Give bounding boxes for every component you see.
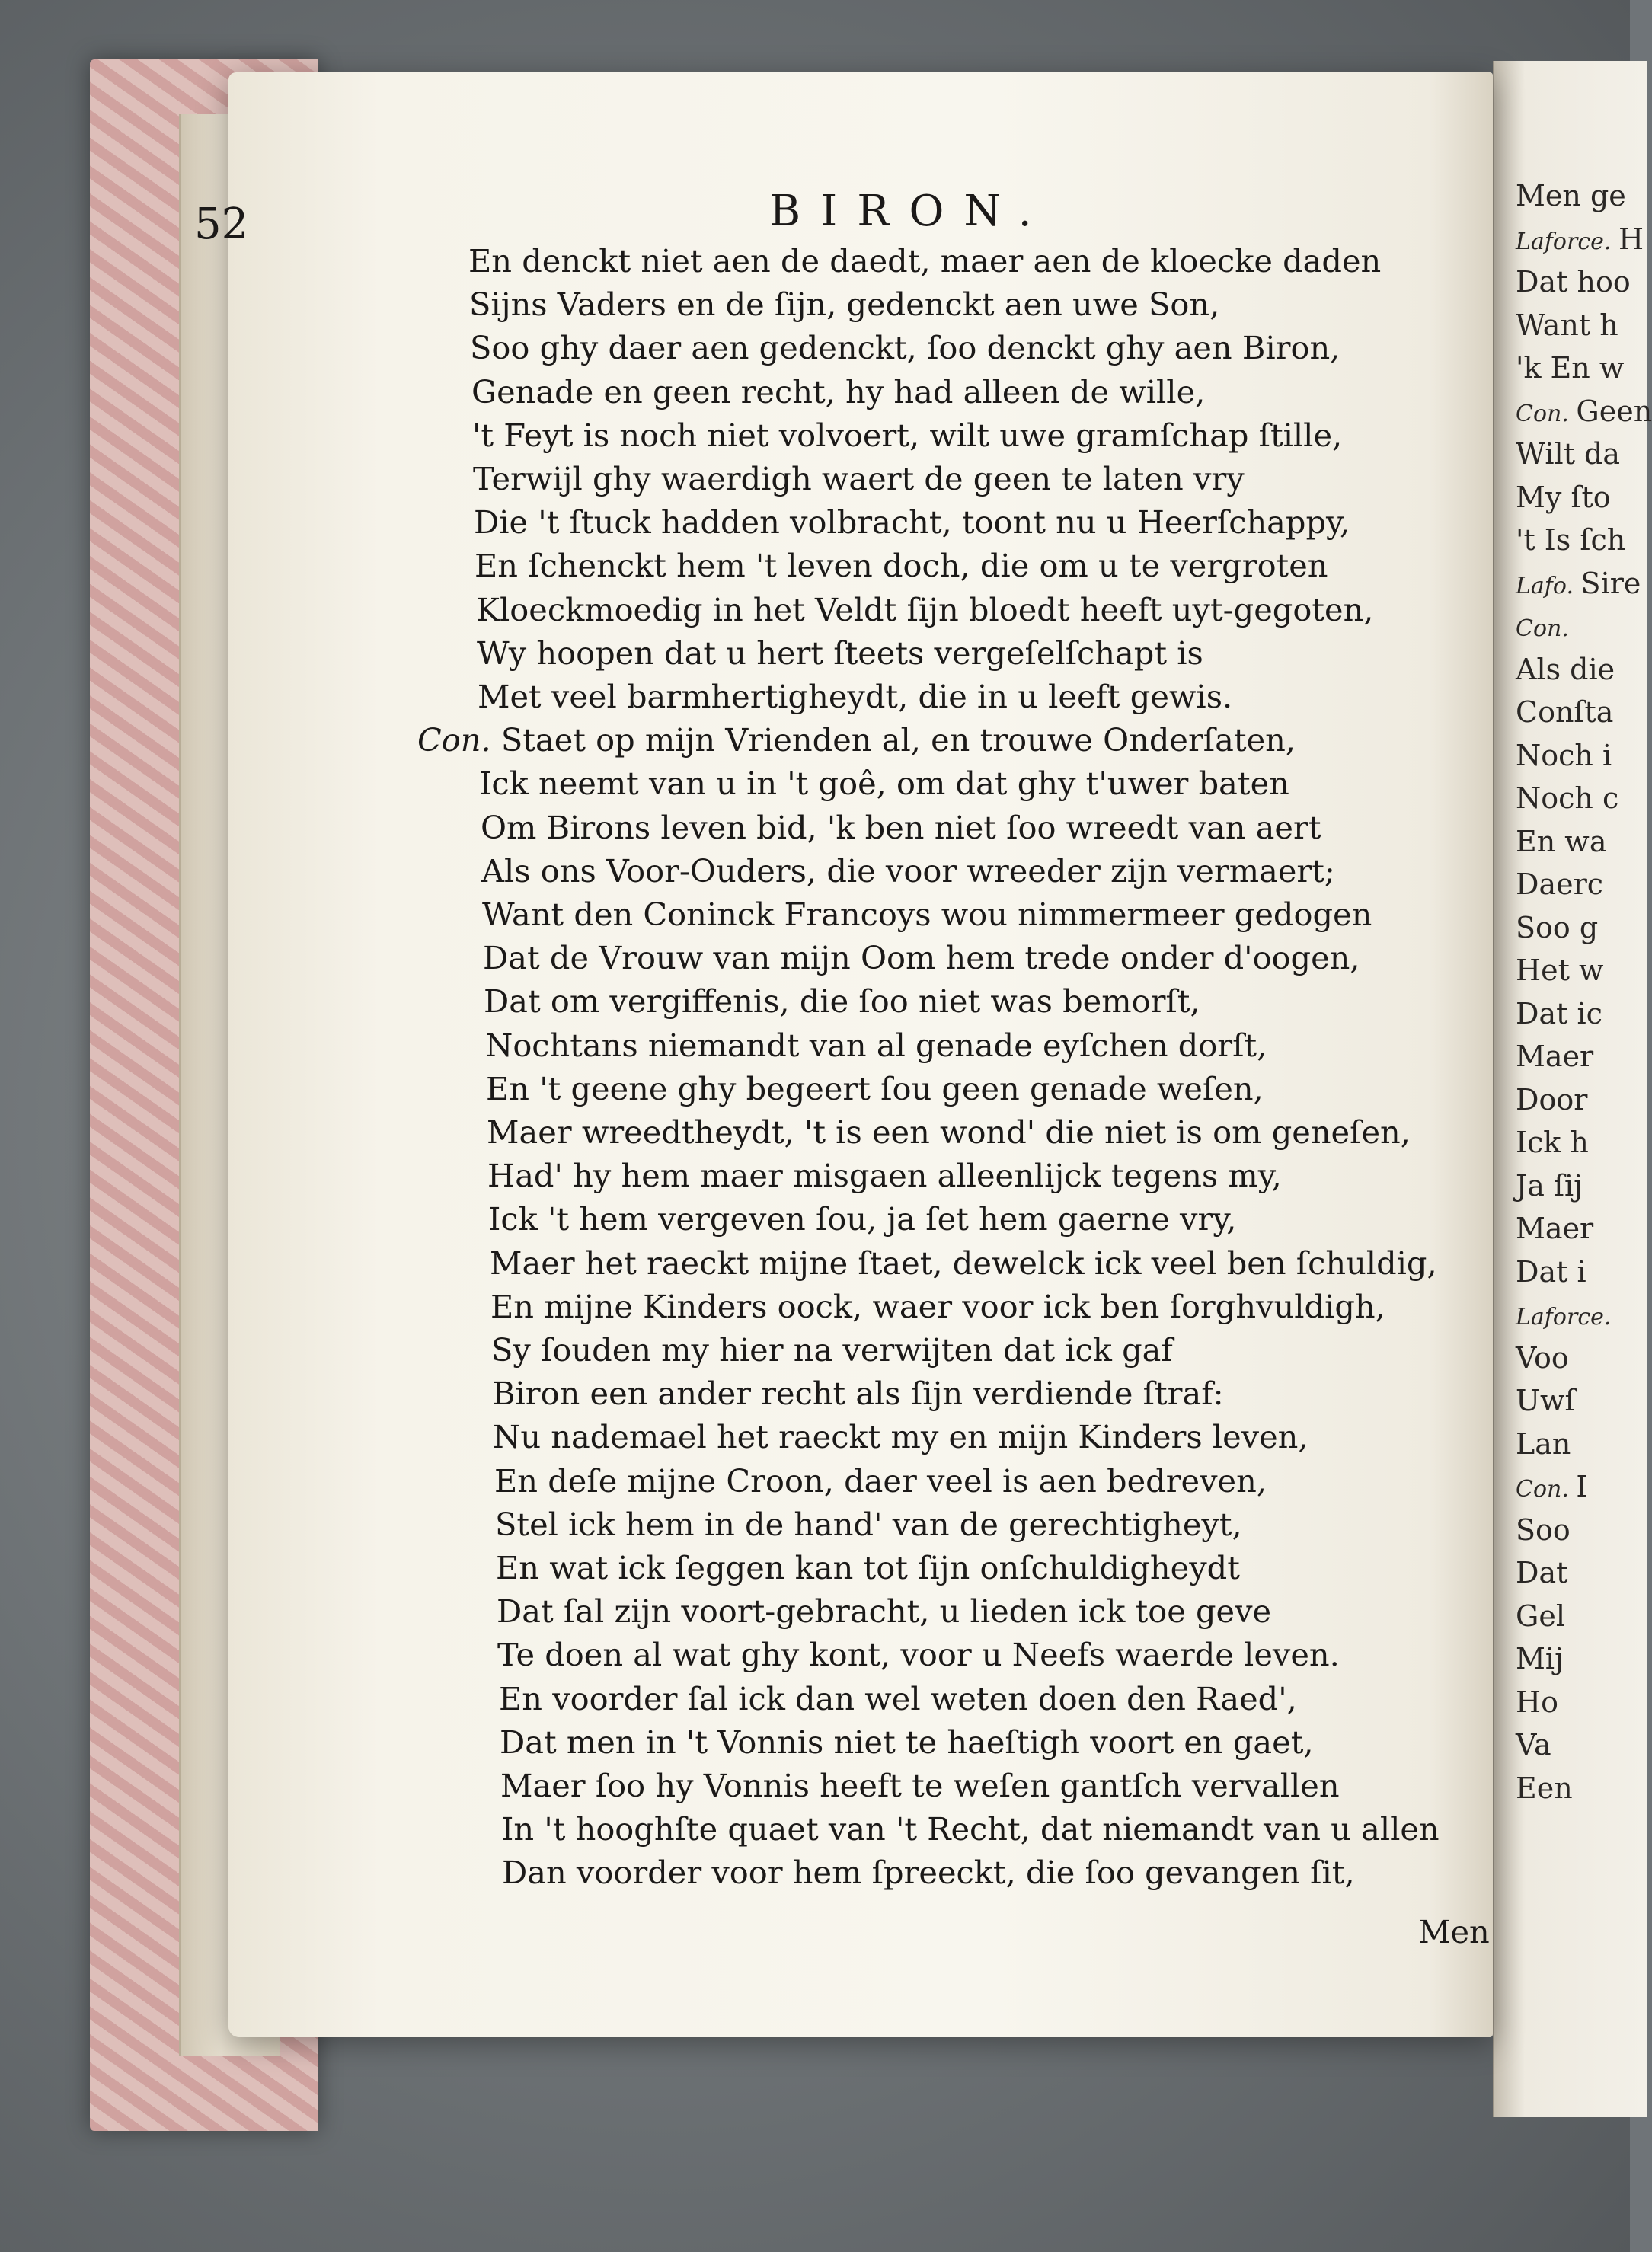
verse-line <box>484 982 1200 1021</box>
facing-page-line <box>1516 739 1612 772</box>
verse-text: Stel ick hem in de hand' van de gerechtigheyt, <box>495 1505 1242 1543</box>
page-number: 52 <box>194 200 249 249</box>
facing-page-line <box>1516 1427 1571 1461</box>
verse-line <box>473 460 1245 498</box>
facing-page-line <box>1516 1556 1567 1589</box>
facing-page-line <box>1516 437 1620 471</box>
verse-line <box>490 1244 1437 1283</box>
facing-page-line <box>1516 481 1611 514</box>
fragment-text: Maer <box>1516 1212 1594 1245</box>
verse-text: Soo ghy daer aen gedenckt, ſoo denckt ghy aen Biron, <box>470 329 1340 367</box>
facing-page-line <box>1516 653 1615 686</box>
facing-page-line <box>1516 1212 1593 1245</box>
fragment-text: 'k En w <box>1516 351 1625 385</box>
verse-text: Nochtans niemandt van al genade eyſchen dorſt, <box>485 1026 1267 1064</box>
facing-page-line <box>1516 308 1618 342</box>
speaker-label: Laforce. <box>1516 228 1618 255</box>
fragment-text: Door <box>1516 1082 1588 1116</box>
verse-line <box>490 1288 1385 1326</box>
fragment-text: Ho <box>1516 1685 1559 1719</box>
verse-line <box>497 1592 1271 1631</box>
fragment-text: H <box>1618 222 1644 256</box>
fragment-text: Uwſ <box>1516 1384 1576 1417</box>
fragment-text: Ja ſij <box>1516 1168 1583 1203</box>
facing-page-line <box>1516 1169 1583 1203</box>
verse-text: En 't geene ghy begeert ſou geen genade weſen, <box>486 1069 1264 1107</box>
fragment-text: 't Is ſch <box>1516 523 1626 557</box>
facing-page-line <box>1516 1298 1611 1331</box>
verse-line <box>496 1549 1240 1587</box>
verse-text: In 't hooghſte quaet van 't Recht, dat niemandt van u allen <box>501 1810 1440 1848</box>
verse-text: Dat de Vrouw van mijn Oom hem trede onder d'oogen, <box>483 939 1360 977</box>
fragment-text: Soo g <box>1516 910 1599 944</box>
verse-line <box>475 547 1328 585</box>
facing-page-line <box>1516 1384 1576 1417</box>
verse-text: Terwijl ghy waerdigh waert de geen te laten vry <box>473 460 1245 497</box>
verse-line <box>500 1723 1314 1762</box>
facing-page-line <box>1516 1341 1569 1375</box>
verse-line <box>501 1810 1440 1848</box>
fragment-text: Noch c <box>1516 781 1619 815</box>
verse-text: Als ons Voor-Ouders, die voor wreeder zijn vermaert; <box>481 851 1335 890</box>
facing-page-line <box>1516 179 1626 212</box>
facing-page-line <box>1516 1083 1587 1116</box>
verse-text: En deſe mijne Croon, daer veel is aen bedreven, <box>494 1461 1267 1500</box>
fragment-text: Noch i <box>1516 738 1612 772</box>
facing-page-line <box>1516 1599 1565 1633</box>
verse-line <box>500 1767 1340 1805</box>
verse-text: Met veel barmhertigheydt, die in u leeft gewis. <box>478 678 1233 715</box>
verse-text: Had' hy hem maer misgaen alleenlijck tegens my, <box>487 1157 1282 1195</box>
verse-text: En ſchenckt hem 't leven doch, die om u te vergroten <box>475 547 1328 585</box>
fragment-text: Mij <box>1516 1642 1564 1675</box>
fragment-text: Wilt da <box>1516 437 1621 471</box>
speaker-label: Con. <box>417 721 501 759</box>
verse-line <box>474 503 1350 541</box>
facing-page-line <box>1516 954 1604 987</box>
verse-text: Ick neemt van u in 't goê, om dat ghy t'uwer baten <box>479 765 1289 803</box>
verse-line <box>497 1636 1340 1674</box>
verse-line <box>485 1027 1267 1065</box>
verse-line <box>502 1854 1355 1892</box>
running-head: BIRON. <box>769 187 1052 236</box>
facing-page-line <box>1516 1470 1587 1503</box>
fragment-text: Maer <box>1516 1040 1594 1073</box>
fragment-text: Va <box>1516 1728 1551 1762</box>
fragment-text: Dat ic <box>1516 996 1602 1030</box>
speaker-label: Con. <box>1516 400 1577 427</box>
facing-page-line <box>1516 911 1598 944</box>
verse-text: Genade en geen recht, hy had alleen de wille, <box>471 372 1206 410</box>
verse-text: Te doen al wat ghy kont, voor u Neefs waerde leven. <box>497 1636 1340 1674</box>
fragment-text: Voo <box>1516 1340 1569 1375</box>
facing-page-line <box>1516 265 1631 299</box>
facing-page-line <box>1516 609 1569 643</box>
verse-text: En wat ick ſeggen kan tot ſijn onſchuldigheydt <box>496 1549 1240 1586</box>
verse-line <box>487 1157 1282 1195</box>
speaker-label: Con. <box>1516 1476 1577 1503</box>
verse-line <box>483 939 1360 977</box>
verse-text: Maer ſoo hy Vonnis heeft te weſen gantſch vervallen <box>500 1767 1340 1804</box>
verse-line <box>478 678 1232 716</box>
facing-page-line <box>1516 1126 1589 1159</box>
facing-page-line <box>1516 523 1625 557</box>
fragment-text: Een <box>1516 1771 1573 1805</box>
verse-text: Dat om vergiffenis, die ſoo niet was bemorſt, <box>484 982 1200 1021</box>
facing-page-line <box>1516 1728 1551 1762</box>
verse-line <box>482 896 1372 934</box>
verse-text: En denckt niet aen de daedt, maer aen de kloecke daden <box>468 242 1382 280</box>
verse-line <box>469 286 1219 324</box>
verse-text: En mijne Kinders oock, waer voor ick ben ſorghvuldigh, <box>490 1287 1385 1325</box>
facing-page-line <box>1516 867 1603 901</box>
facing-page-line <box>1516 1513 1571 1547</box>
verse-line <box>481 852 1335 890</box>
fragment-text: Dat i <box>1516 1254 1586 1289</box>
verse-line <box>472 417 1342 455</box>
speaker-label: Laforce. <box>1516 1304 1612 1330</box>
fragment-text: Gel <box>1516 1599 1565 1633</box>
verse-line <box>494 1462 1267 1500</box>
verse-line <box>417 721 1296 759</box>
facing-page-line <box>1516 1040 1593 1073</box>
fragment-text: Soo <box>1516 1513 1571 1547</box>
fragment-text: Als die <box>1516 652 1615 686</box>
verse-text: Wy hoopen dat u hert ſteets vergeſelſchapt is <box>477 634 1203 672</box>
verse-text: Maer wreedtheydt, 't is een wond' die niet is om geneſen, <box>487 1113 1411 1151</box>
verse-text: Kloeckmoedig in het Veldt ſijn bloedt heeft uyt-gegoten, <box>476 590 1374 628</box>
verse-line <box>488 1200 1236 1238</box>
verse-line <box>476 591 1374 629</box>
facing-page-line <box>1516 394 1652 428</box>
verse-text: Dan voorder voor hem ſpreeckt, die ſoo gevangen ſit, <box>502 1854 1355 1892</box>
verse-line <box>468 242 1381 280</box>
verse-line <box>470 329 1340 367</box>
verse-line <box>481 809 1321 847</box>
verse-line <box>492 1375 1224 1413</box>
fragment-text: Sire <box>1580 566 1641 600</box>
fragment-text: Ick h <box>1516 1126 1589 1159</box>
facing-page-line <box>1516 351 1624 385</box>
facing-page-line <box>1516 1685 1558 1719</box>
verse-text: Dat men in 't Vonnis niet te haeſtigh voort en gaet, <box>500 1723 1314 1761</box>
fragment-text: Geen <box>1576 394 1652 428</box>
verse-line <box>495 1506 1242 1544</box>
facing-page-line <box>1516 997 1602 1030</box>
verse-line <box>487 1113 1411 1152</box>
facing-page-line <box>1516 1771 1573 1805</box>
fragment-text: My ſto <box>1516 480 1611 514</box>
facing-page-line <box>1516 825 1606 858</box>
facing-page-line <box>1516 1255 1586 1289</box>
fragment-text: Want h <box>1516 308 1618 342</box>
facing-page-line <box>1516 695 1613 729</box>
verse-line <box>499 1680 1297 1718</box>
verse-text: Om Birons leven bid, 'k ben niet ſoo wreedt van aert <box>481 808 1321 846</box>
verse-text: Want den Coninck Francoys wou nimmermeer gedogen <box>482 896 1372 933</box>
facing-page-line <box>1516 222 1644 256</box>
verse-line <box>486 1070 1264 1108</box>
verse-line <box>493 1418 1308 1456</box>
fragment-text: Daerc <box>1516 867 1604 901</box>
verse-text: Maer het raeckt mijne ſtaet, dewelck ick veel ben ſchuldig, <box>490 1244 1437 1282</box>
verse-text: Die 't ſtuck hadden volbracht, toont nu u Heerſchappy, <box>474 503 1350 541</box>
fragment-text: Dat <box>1516 1556 1568 1589</box>
fragment-text: Het w <box>1516 954 1604 987</box>
verse-line <box>471 373 1205 411</box>
verse-text: Nu nademael het raeckt my en mijn Kinders leven, <box>493 1418 1308 1456</box>
verse-text: Sijns Vaders en de ſijn, gedenckt aen uwe Son, <box>469 286 1220 324</box>
fragment-text: Conſta <box>1516 695 1614 729</box>
fragment-text: I <box>1576 1470 1588 1503</box>
facing-page-line <box>1516 567 1641 600</box>
speaker-label: Lafo. <box>1516 572 1581 599</box>
fragment-text: En wa <box>1516 824 1607 858</box>
verse-text: Staet op mijn Vrienden al, en trouwe Onderſaten, <box>500 721 1296 759</box>
verse-text: Dat ſal zijn voort-gebracht, u lieden ick toe geve <box>497 1592 1272 1631</box>
verse-text: Biron een ander recht als ſijn verdiende ſtraf: <box>492 1375 1224 1413</box>
fragment-text: Men ge <box>1516 179 1626 212</box>
catchword: Men <box>1418 1913 1490 1950</box>
fragment-text: Lan <box>1516 1426 1571 1461</box>
facing-page-line <box>1516 1642 1564 1675</box>
verse-text: 't Feyt is noch niet volvoert, wilt uwe gramſchap ſtille, <box>472 416 1343 454</box>
verse-line <box>479 765 1289 803</box>
fragment-text: Dat hoo <box>1516 265 1631 299</box>
verse-line <box>491 1331 1173 1369</box>
speaker-label: Con. <box>1516 615 1569 642</box>
verse-text: Sy ſouden my hier na verwijten dat ick gaf <box>491 1331 1173 1369</box>
facing-page-line <box>1516 781 1618 815</box>
verse-text: En voorder ſal ick dan wel weten doen den Raed', <box>499 1679 1297 1717</box>
verse-text: Ick 't hem vergeven ſou, ja ſet hem gaerne vry, <box>488 1200 1237 1238</box>
verse-line <box>477 634 1203 672</box>
